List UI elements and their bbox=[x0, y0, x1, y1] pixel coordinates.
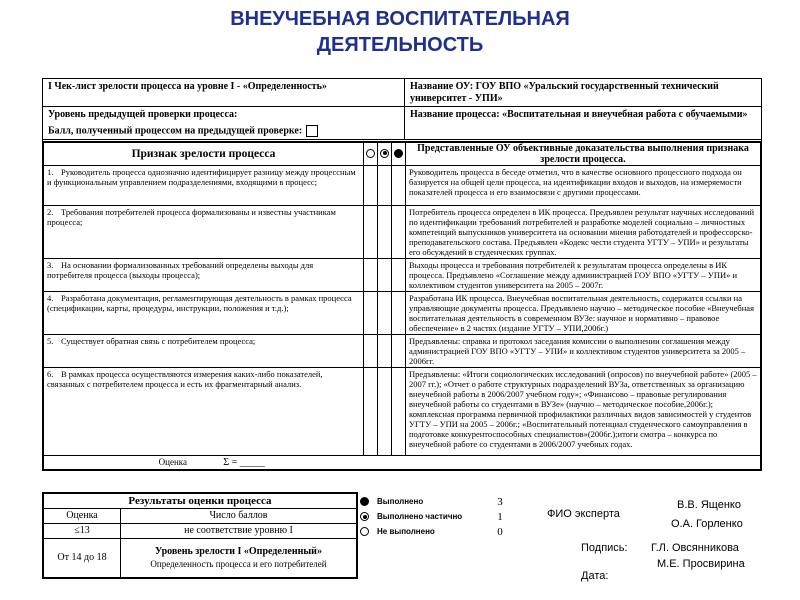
results-col-score: Оценка bbox=[44, 509, 121, 524]
criterion-cell bbox=[44, 259, 364, 292]
mark-cell[interactable] bbox=[378, 259, 392, 292]
empty-circle-icon bbox=[360, 527, 369, 536]
mark-cell[interactable] bbox=[364, 206, 378, 259]
evidence-cell: Разработана ИК процесса. Внеучебная воспитательная деятельность, содержатся ссылки на управляющие документы процесса. Предъявлено научно – методическое пособие «Внеучебная воспитательная деятельность в современном ВУЗе: научное и нормативно – правовое обеспечение» в 2 частях (издание УГТУ – УПИ,2006г.) bbox=[406, 292, 761, 335]
mark-cell[interactable] bbox=[378, 206, 392, 259]
criterion-cell bbox=[44, 206, 364, 259]
score-label: Оценка bbox=[158, 457, 187, 467]
legend-label: Выполнено bbox=[377, 497, 424, 506]
mark-cell[interactable] bbox=[364, 259, 378, 292]
checklist-header bbox=[43, 79, 761, 142]
criterion-text: Требования потребителей процесса формализованы и известны участникам процесса; bbox=[47, 207, 336, 227]
evidence-cell: Предъявлены: справка и протокол заседания комиссии о выполнении соглашения между администрацией ГОУ ВПО «УГТУ – УПИ» и коллективом студентов университета за 2005 – 2006гг. bbox=[406, 335, 761, 368]
evidence-header: Представленные ОУ объективные доказательства выполнения признака зрелости процесса. bbox=[406, 143, 761, 166]
process-name: Название процесса: «Воспитательная и внеучебная работа с обучаемыми» bbox=[410, 109, 748, 120]
row-number: 2. bbox=[47, 207, 54, 217]
mark-cell[interactable] bbox=[392, 259, 406, 292]
mark-cell[interactable] bbox=[392, 292, 406, 335]
empty-circle-header bbox=[364, 143, 378, 166]
table-row bbox=[44, 335, 761, 368]
criterion-header: Признак зрелости процесса bbox=[44, 143, 364, 166]
legend bbox=[360, 494, 530, 539]
score-sum: Σ = _____ bbox=[223, 457, 265, 468]
results-table bbox=[42, 492, 358, 579]
table-row bbox=[44, 206, 761, 259]
prev-score-label: Балл, полученный процессом на предыдущей проверке: bbox=[48, 125, 303, 137]
expert-name: В.В. Ященко bbox=[677, 499, 741, 511]
mark-cell[interactable] bbox=[364, 292, 378, 335]
score-row bbox=[44, 456, 761, 470]
criterion-text: В рамках процесса осуществляются измерения каких-либо показателей, связанных с потребителем процесса и есть их фрагментарный анализ. bbox=[47, 369, 323, 389]
row-number: 5. bbox=[47, 336, 54, 346]
evidence-cell: Потребитель процесса определен в ИК процесса. Предъявлен результат научных исследований по идентификации требований потребителей и разработке моделей социально – личностных компетенций выпускников университета на основании мнения работодателей и профессорско-преподавательского состава. Предъявлен «Кодекс чести студента УГТУ – УПИ» и результаты его обсуждений в студенческих группах. bbox=[406, 206, 761, 259]
legend-label: Выполнено частично bbox=[377, 512, 463, 521]
legend-item bbox=[360, 524, 530, 539]
criterion-cell bbox=[44, 166, 364, 206]
evidence-cell: Выходы процесса и требования потребителей к результатам процесса определены в ИК процесса. Предъявлено «Соглашение между администрацией ГОУ ВПО «УГТУ – УПИ» и коллективом студентов университета на 2005 – 2007г. bbox=[406, 259, 761, 292]
results-col-points: Число баллов bbox=[121, 509, 357, 524]
criterion-text: Руководитель процесса однозначно идентифицирует разницу между процессным и функциональным управлением подразделениями, входящими в процесс; bbox=[47, 167, 356, 187]
mark-cell[interactable] bbox=[392, 166, 406, 206]
legend-count: 3 bbox=[497, 495, 503, 508]
expert-fio-label: ФИО эксперта bbox=[547, 508, 620, 520]
row-number: 4. bbox=[47, 293, 54, 303]
previous-check bbox=[43, 107, 405, 139]
evidence-cell: Предъявлены: «Итоги социологических исследований (опросов) по внеучебной работе» (2005 – 2007 гг.); «Отчет о работе структурных подразделений ВУЗа, ответственных за организацию внеучебной работы в 2006/2007 учебном году»; «Финансово – правовые регулирования внеучебной работы со студентами в ВУЗе» (научно – методическое пособие,2006г.); комплексная программа первичной профилактики различных видов зависимостей у студентов УГТУ – УПИ на 2005 – 2006г.; «Воспитательный потенциал студенческого самоуправления в подготовке конкурентоспособных специалистов»(2006г.);итоги смотра – конкурса по внеучебной работе со студентами в 2006/2007 учебных годах. bbox=[406, 368, 761, 456]
checklist-sheet bbox=[42, 78, 762, 471]
results-level-sub: Определенность процесса и его потребителей bbox=[150, 559, 327, 569]
score-cell bbox=[44, 456, 364, 470]
legend-count: 1 bbox=[497, 510, 503, 523]
mark-cell[interactable] bbox=[392, 206, 406, 259]
table-row bbox=[44, 166, 761, 206]
prev-level-label: Уровень предыдущей проверки процесса: bbox=[48, 109, 238, 120]
expert-name: Г.Л. Овсянникова bbox=[651, 542, 739, 554]
row-number: 3. bbox=[47, 260, 54, 270]
criterion-text: Разработана документация, регламентирующая деятельность в рамках процесса (спецификации, карты, процедуры, инструкции, положения и т.д.); bbox=[47, 293, 352, 313]
title-line-1: ВНЕУЧЕБНАЯ ВОСПИТАТЕЛЬНАЯ bbox=[230, 8, 570, 30]
criterion-cell bbox=[44, 335, 364, 368]
dotted-circle-header bbox=[378, 143, 392, 166]
table-row bbox=[44, 368, 761, 456]
row-number: 6. bbox=[47, 369, 54, 379]
legend-label: Не выполнено bbox=[377, 527, 435, 536]
expert-name: О.А. Горленко bbox=[671, 518, 743, 530]
title-line-2: ДЕЯТЕЛЬНОСТЬ bbox=[316, 34, 484, 56]
row-number: 1. bbox=[47, 167, 54, 177]
mark-cell[interactable] bbox=[364, 335, 378, 368]
criteria-table bbox=[43, 142, 761, 470]
page-title bbox=[0, 6, 800, 58]
criterion-text: На основании формализованных требований определены выходы для потребителя процесса (выходы процесса); bbox=[47, 260, 314, 280]
mark-cell[interactable] bbox=[378, 292, 392, 335]
legend-item bbox=[360, 509, 530, 524]
empty-circle-icon bbox=[366, 149, 375, 158]
criterion-cell bbox=[44, 292, 364, 335]
filled-circle-icon bbox=[360, 497, 369, 506]
mark-cell[interactable] bbox=[364, 368, 378, 456]
expert-name: М.Е. Просвирина bbox=[657, 558, 745, 570]
legend-count: 0 bbox=[497, 525, 503, 538]
mark-cell[interactable] bbox=[378, 335, 392, 368]
results-r1-text: не соответствие уровню I bbox=[121, 524, 357, 539]
table-row bbox=[44, 292, 761, 335]
filled-circle-header bbox=[392, 143, 406, 166]
results-title: Результаты оценки процесса bbox=[44, 494, 357, 509]
expert-sign-label: Подпись: bbox=[581, 542, 628, 554]
prev-score-checkbox[interactable] bbox=[306, 125, 318, 137]
evidence-cell: Руководитель процесса в беседе отметил, что в качестве основного процессного подхода он базируется на общей цели процесса, на идентификации входов и выходов, на измеряемости показателей процесса и его взаимосвязи с другими процессами. bbox=[406, 166, 761, 206]
results-r2-score: От 14 до 18 bbox=[44, 539, 121, 578]
mark-cell[interactable] bbox=[392, 335, 406, 368]
mark-cell[interactable] bbox=[378, 368, 392, 456]
criteria-header-row bbox=[44, 143, 761, 166]
checklist-title: I Чек-лист зрелости процесса на уровне I - «Определенность» bbox=[43, 79, 405, 107]
mark-cell[interactable] bbox=[364, 166, 378, 206]
expert-date-label: Дата: bbox=[581, 570, 609, 582]
criterion-text: Существует обратная связь с потребителем процесса; bbox=[61, 336, 256, 346]
filled-circle-icon bbox=[394, 149, 403, 158]
criterion-cell bbox=[44, 368, 364, 456]
mark-cell[interactable] bbox=[392, 368, 406, 456]
results-section bbox=[42, 492, 762, 592]
mark-cell[interactable] bbox=[378, 166, 392, 206]
legend-item bbox=[360, 494, 530, 509]
dotted-circle-icon bbox=[380, 149, 389, 158]
score-blank bbox=[364, 456, 761, 470]
results-r2-text bbox=[121, 539, 357, 578]
table-row bbox=[44, 259, 761, 292]
dotted-circle-icon bbox=[360, 512, 369, 521]
ou-name: Название ОУ: ГОУ ВПО «Уральский государственный технический университет - УПИ» bbox=[405, 79, 761, 107]
results-level-title: Уровень зрелости I «Определенный» bbox=[155, 546, 322, 557]
results-r1-score: ≤13 bbox=[44, 524, 121, 539]
